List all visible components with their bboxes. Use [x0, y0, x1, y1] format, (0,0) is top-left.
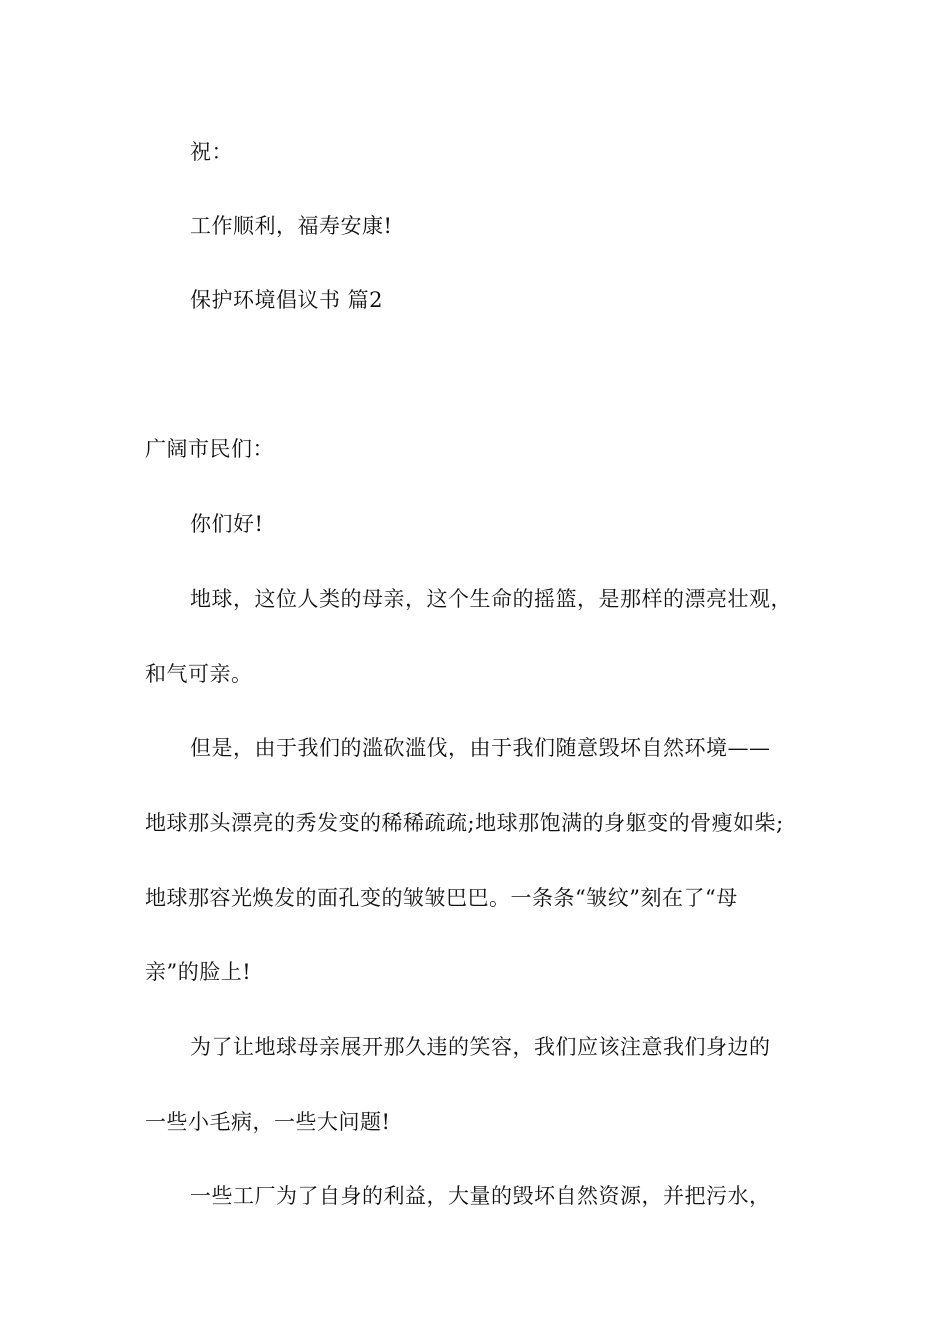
paragraph-line: 为了让地球母亲展开那久违的笑容，我们应该注意我们身边的	[190, 1035, 771, 1059]
closing-wish-label: 祝：	[190, 140, 233, 164]
salutation: 广阔市民们：	[145, 437, 274, 461]
greeting: 你们好!	[190, 512, 264, 536]
paragraph-line: 亲”的脸上!	[145, 960, 252, 984]
paragraph-line: 一些工厂为了自身的利益，大量的毁坏自然资源，并把污水，	[190, 1184, 771, 1208]
paragraph-line: 地球那容光焕发的面孔变的皱皱巴巴。一条条“皱纹”刻在了“母	[145, 886, 738, 910]
section-heading: 保护环境倡议书 篇2	[190, 288, 384, 312]
paragraph-line: 但是，由于我们的滥砍滥伐，由于我们随意毁坏自然环境——	[190, 736, 771, 760]
paragraph-line: 地球，这位人类的母亲，这个生命的摇篮，是那样的漂亮壮观，	[190, 587, 792, 611]
paragraph-line: 和气可亲。	[145, 662, 253, 686]
closing-wish-text: 工作顺利，福寿安康!	[190, 214, 393, 238]
paragraph-line: 一些小毛病，一些大问题!	[145, 1110, 391, 1134]
paragraph-line: 地球那头漂亮的秀发变的稀稀疏疏;地球那饱满的身躯变的骨瘦如柴;	[145, 811, 784, 835]
